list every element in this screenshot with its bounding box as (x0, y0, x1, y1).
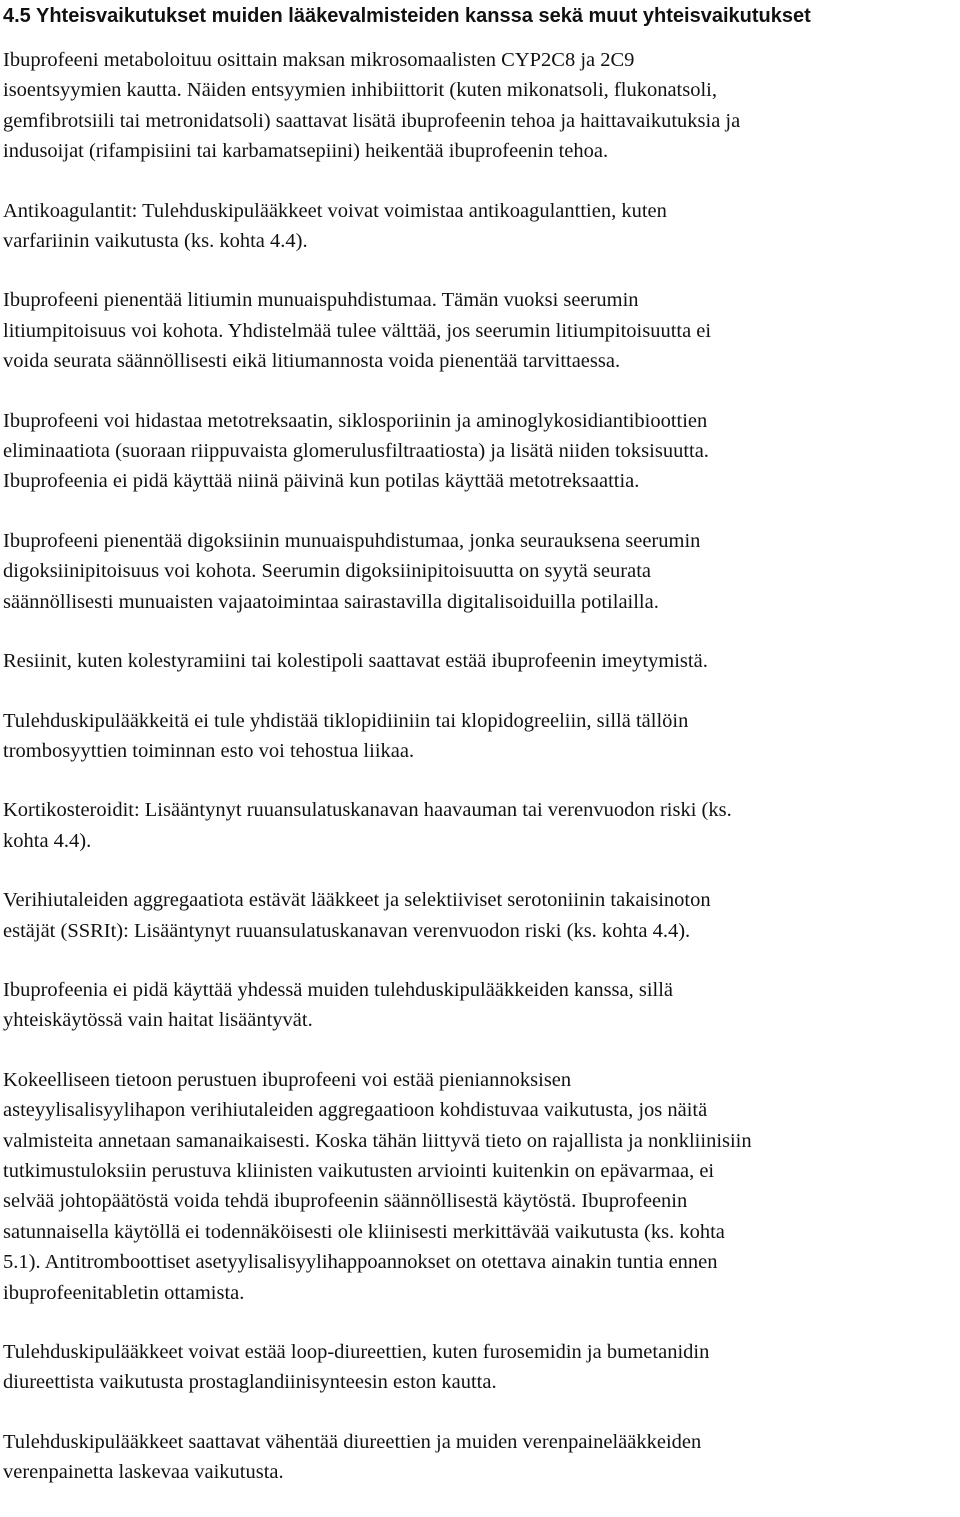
text-line: valmisteita annetaan samanaikaisesti. Koska tähän liittyvä tieto on rajallista ja nonkliinisiin (3, 1129, 752, 1152)
text-line: Antikoagulantit: Tulehduskipulääkkeet voivat voimistaa antikoagulanttien, kuten (3, 199, 667, 222)
text-line: isoentsyymien kautta. Näiden entsyymien inhibiittorit (kuten mikonatsoli, flukonatsoli, (3, 79, 717, 102)
section-heading: 4.5 Yhteisvaikutukset muiden lääkevalmisteiden kanssa sekä muut yhteisvaikutukset (3, 5, 811, 27)
text-line: Ibuprofeeni pienentää litiumin munuaispuhdistumaa. Tämän vuoksi seerumin (3, 289, 639, 312)
text-line: eliminaatiota (suoraan riippuvaista glomerulusfiltraatiosta) ja lisätä niiden toksisuutta. (3, 440, 709, 463)
text-line: selvää johtopäätöstä voida tehdä ibuprofeenin säännöllisestä käytöstä. Ibuprofeenin (3, 1190, 688, 1213)
text-line: ibuprofeenitabletin ottamista. (3, 1281, 245, 1304)
text-line: Kortikosteroidit: Lisääntynyt ruuansulatuskanavan haavauman tai verenvuodon riski (ks. (3, 799, 732, 822)
text-line: Resiinit, kuten kolestyramiini tai kolestipoli saattavat estää ibuprofeenin imeytymistä. (3, 650, 708, 673)
text-line: Tulehduskipulääkkeitä ei tule yhdistää tiklopidiiniin tai klopidogreeliin, sillä tällöin (3, 709, 689, 732)
paragraph (3, 975, 957, 1036)
text-line: voida seurata säännöllisesti eikä litiumannosta voida pienentää tarvittaessa. (3, 350, 621, 373)
paragraph (3, 1065, 957, 1308)
paragraph (3, 406, 957, 497)
text-line: Ibuprofeeni pienentää digoksiinin munuaispuhdistumaa, jonka seurauksena seerumin (3, 529, 701, 552)
text-line: verenpainetta laskevaa vaikutusta. (3, 1461, 284, 1484)
text-line: Ibuprofeeni voi hidastaa metotreksaatin, siklosporiinin ja aminoglykosidiantibioottien (3, 409, 708, 432)
text-line: 5.1). Antitromboottiset asetyylisalisyylihappoannokset on otettava ainakin tuntia ennen (3, 1251, 718, 1274)
text-line: asteyylisalisyylihapon verihiutaleiden aggregaatioon kohdistuvaa vaikutusta, jos näitä (3, 1099, 708, 1122)
text-line: satunnaisella käytöllä ei todennäköisesti ole kliinisesti merkittävää vaikutusta (ks. kohta (3, 1220, 725, 1243)
paragraph (3, 795, 957, 856)
text-line: säännöllisesti munuaisten vajaatoimintaa sairastavilla digitalisoiduilla potilailla. (3, 590, 659, 613)
text-line: kohta 4.4). (3, 829, 92, 852)
text-line: gemfibrotsiili tai metronidatsoli) saattavat lisätä ibuprofeenin tehoa ja haittavaikutuksia ja (3, 109, 741, 132)
document-page (3, 2, 957, 1517)
text-line: Ibuprofeenia ei pidä käyttää yhdessä muiden tulehduskipulääkkeiden kanssa, sillä (3, 978, 674, 1001)
text-line: Tulehduskipulääkkeet saattavat vähentää diureettien ja muiden verenpainelääkkeiden (3, 1430, 702, 1453)
text-line: Kokeelliseen tietoon perustuen ibuprofeeni voi estää pieniannoksisen (3, 1068, 572, 1091)
text-line: diureettista vaikutusta prostaglandiinisynteesin eston kautta. (3, 1371, 497, 1394)
paragraph (3, 885, 957, 946)
text-line: Ibuprofeenia ei pidä käyttää niinä päivinä kun potilas käyttää metotreksaattia. (3, 470, 640, 493)
paragraph (3, 526, 957, 617)
text-line: indusoijat (rifampisiini tai karbamatsepiini) heikentää ibuprofeenin tehoa. (3, 140, 609, 163)
paragraph (3, 285, 957, 376)
text-line: Ibuprofeeni metaboloituu osittain maksan mikrosomaalisten CYP2C8 ja 2C9 (3, 49, 635, 71)
text-line: yhteiskäytössä vain haitat lisääntyvät. (3, 1009, 313, 1032)
text-line: tutkimustuloksiin perustuva kliinisten vaikutusten arviointi kuitenkin on epävarmaa, ei (3, 1159, 715, 1182)
paragraph (3, 196, 957, 257)
paragraph (3, 706, 957, 767)
text-line: digoksiinipitoisuus voi kohota. Seerumin digoksiinipitoisuutta on syytä seurata (3, 560, 651, 583)
paragraph (3, 45, 957, 167)
paragraph (3, 1427, 957, 1488)
text-line: Verihiutaleiden aggregaatiota estävät lääkkeet ja selektiiviset serotoniinin takaisinoton (3, 889, 711, 912)
text-line: litiumpitoisuus voi kohota. Yhdistelmää tulee välttää, jos seerumin litiumpitoisuutta ei (3, 319, 712, 342)
text-line: trombosyyttien toiminnan esto voi tehostua liikaa. (3, 739, 415, 762)
text-line: varfariinin vaikutusta (ks. kohta 4.4). (3, 230, 308, 253)
text-line: Tulehduskipulääkkeet voivat estää loop-diureettien, kuten furosemidin ja bumetanidin (3, 1341, 710, 1363)
section-body (3, 45, 957, 1488)
text-line: estäjät (SSRIt): Lisääntynyt ruuansulatuskanavan verenvuodon riski (ks. kohta 4.4). (3, 919, 691, 942)
paragraph (3, 646, 957, 676)
paragraph (3, 1337, 957, 1398)
